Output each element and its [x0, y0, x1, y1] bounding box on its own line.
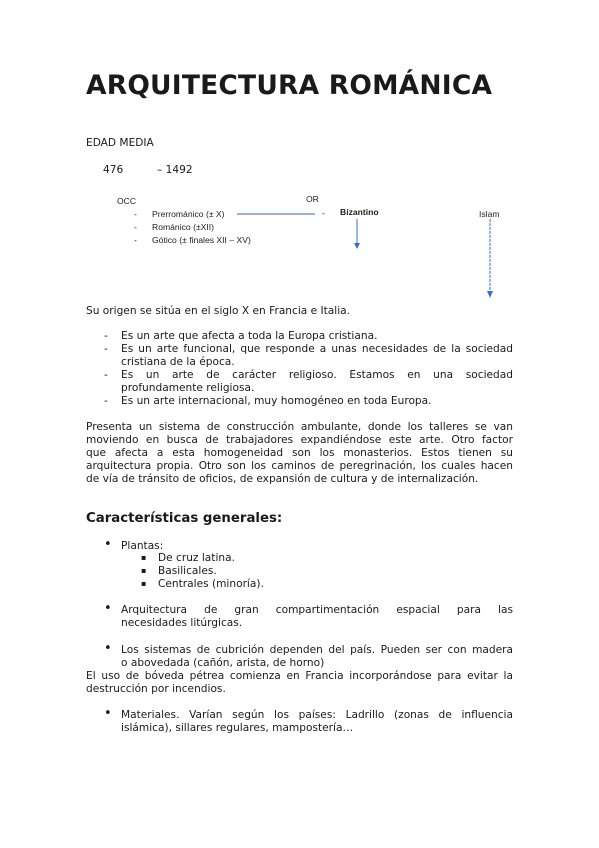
diagram-connectors	[0, 0, 599, 320]
bullet: •	[104, 537, 112, 552]
plantas-label: Plantas:	[121, 540, 164, 552]
or-label: OR	[306, 194, 319, 204]
sub-bullet: ▪	[141, 566, 147, 575]
feature-item: Es un arte internacional, muy homogéneo en toda Europa.	[121, 395, 432, 407]
compartimentacion-line: Arquitectura de gran compartimentación espacial para las	[121, 604, 513, 616]
section-heading: Características generales:	[86, 511, 283, 526]
paragraph-line: de vía de tránsito de oficios, de expansión de cultura y de internalización.	[86, 473, 479, 485]
occ-item-dash: -	[134, 222, 137, 232]
bullet: •	[104, 601, 112, 616]
list-dash: -	[104, 330, 108, 342]
plantas-item-centrales: Centrales (minoría).	[158, 578, 264, 590]
occ-item-romanico: Románico (±XII)	[152, 222, 215, 232]
list-dash: -	[104, 343, 108, 355]
paragraph-line: moviendo en busca de trabajadores expandiéndose este arte. Otro factor	[86, 434, 513, 446]
bullet: •	[104, 706, 112, 721]
bizantino-label: Bizantino	[340, 207, 379, 217]
cubricion-line: o abovedada (cañón, arista, de horno)	[121, 657, 325, 669]
origin-text: Su origen se sitúa en el siglo X en Francia e Italia.	[86, 305, 351, 317]
feature-item-cont: profundamente religiosa.	[121, 382, 255, 394]
end-year: – 1492	[157, 164, 193, 176]
bizantino-arrow-head	[354, 243, 360, 249]
sub-bullet: ▪	[141, 579, 147, 588]
feature-item-cont: cristiana de la época.	[121, 356, 235, 368]
islam-label: Islam	[479, 209, 500, 219]
paragraph-line: que afecta a esta homogeneidad son los monasterios. Estos tienen su	[86, 447, 513, 459]
list-dash: -	[104, 395, 108, 407]
page-title: ARQUITECTURA ROMÁNICA	[86, 70, 493, 101]
feature-item: Es un arte de carácter religioso. Estamos en una sociedad	[121, 369, 513, 381]
paragraph-line: Presenta un sistema de construcción ambulante, donde los talleres se van	[86, 421, 513, 433]
occ-item-prerromanico: Prerrománico (± X)	[152, 209, 225, 219]
compartimentacion-line: necesidades litúrgicas.	[121, 617, 243, 629]
start-year: 476	[103, 164, 124, 176]
occ-item-dash: -	[134, 209, 137, 219]
sub-bullet: ▪	[141, 553, 147, 562]
boveda-line: destrucción por incendios.	[86, 683, 226, 695]
connector-dash: -	[322, 208, 325, 218]
islam-arrow-head	[487, 291, 493, 298]
plantas-item-basilicales: Basilicales.	[158, 565, 217, 577]
materiales-line: Materiales. Varían según los países: Ladrillo (zonas de influencia	[121, 709, 513, 721]
cubricion-line: Los sistemas de cubrición dependen del país. Pueden ser con madera	[121, 644, 513, 656]
feature-item: Es un arte funcional, que responde a unas necesidades de la sociedad	[121, 343, 513, 355]
plantas-item-cruz-latina: De cruz latina.	[158, 552, 235, 564]
list-dash: -	[104, 369, 108, 381]
boveda-line: El uso de bóveda pétrea comienza en Francia incorporándose para evitar la	[86, 670, 513, 682]
occ-item-dash: -	[134, 235, 137, 245]
feature-item: Es un arte que afecta a toda la Europa cristiana.	[121, 330, 378, 342]
paragraph-line: arquitectura propia. Otro son los caminos de peregrinación, los cuales hacen	[86, 460, 513, 472]
era-label: EDAD MEDIA	[86, 137, 154, 149]
bullet: •	[104, 641, 112, 656]
occ-item-gotico: Gótico (± finales XII – XV)	[152, 235, 251, 245]
materiales-line: islámica), sillares regulares, mampostería…	[121, 722, 354, 734]
occ-label: OCC	[117, 196, 137, 206]
